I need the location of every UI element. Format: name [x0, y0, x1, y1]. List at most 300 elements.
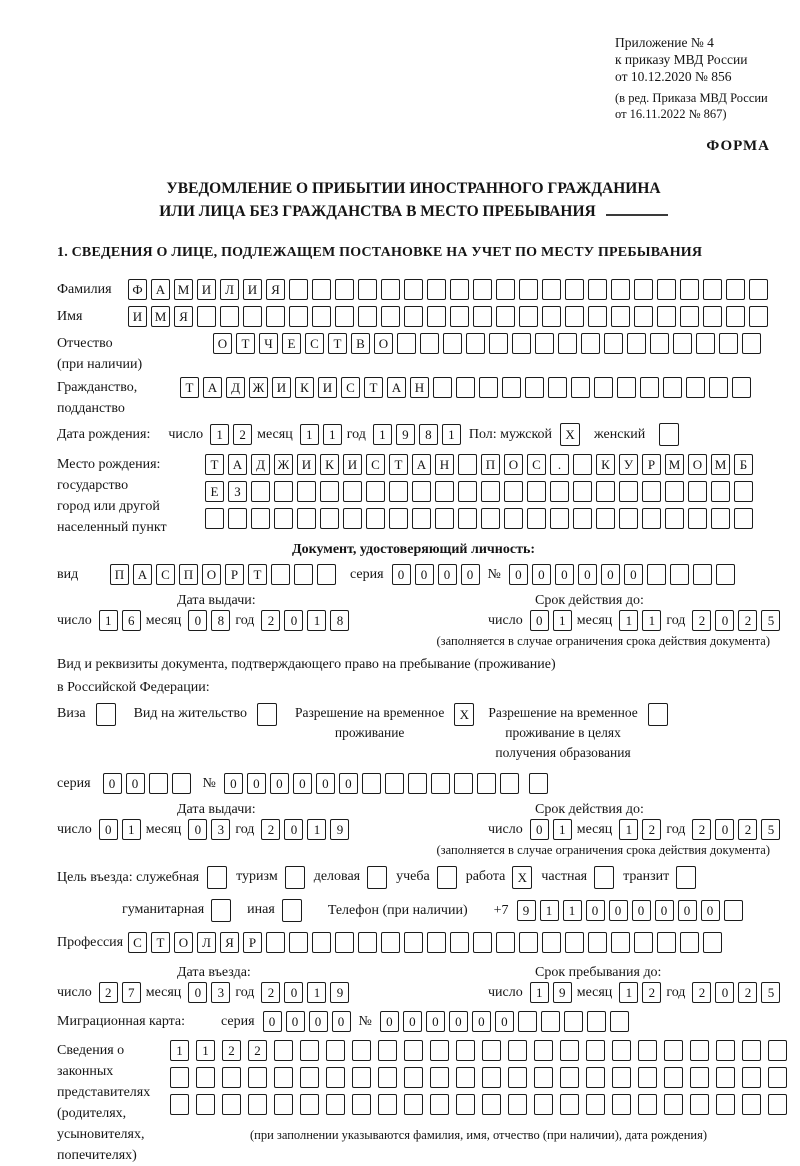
char-cell[interactable] — [251, 481, 270, 502]
char-cell[interactable]: 0 — [103, 773, 122, 794]
char-cell[interactable] — [300, 1094, 319, 1115]
char-cell[interactable] — [408, 773, 427, 794]
char-cell[interactable] — [420, 333, 439, 354]
char-cell[interactable]: 9 — [396, 424, 415, 445]
char-cell[interactable] — [619, 481, 638, 502]
char-cell[interactable]: 0 — [461, 564, 480, 585]
char-cell[interactable] — [565, 279, 584, 300]
char-cell[interactable] — [529, 773, 548, 794]
char-cell[interactable] — [228, 508, 247, 529]
char-cell[interactable] — [456, 377, 475, 398]
char-cell[interactable] — [489, 333, 508, 354]
char-cell[interactable] — [611, 279, 630, 300]
char-cell[interactable]: 1 — [307, 819, 326, 840]
char-cell[interactable] — [450, 306, 469, 327]
char-cell[interactable]: О — [202, 564, 221, 585]
char-cell[interactable]: 2 — [642, 819, 661, 840]
char-cell[interactable] — [458, 454, 477, 475]
char-cell[interactable]: 2 — [738, 819, 757, 840]
char-cell[interactable] — [381, 306, 400, 327]
char-cell[interactable]: 2 — [248, 1040, 267, 1061]
char-cell[interactable] — [573, 508, 592, 529]
char-cell[interactable]: 9 — [330, 819, 349, 840]
char-cell[interactable] — [294, 564, 313, 585]
char-cell[interactable] — [430, 1094, 449, 1115]
char-cell[interactable]: 1 — [619, 610, 638, 631]
char-cell[interactable] — [560, 1040, 579, 1061]
char-cell[interactable]: Р — [225, 564, 244, 585]
char-cell[interactable] — [352, 1067, 371, 1088]
char-cell[interactable]: П — [110, 564, 129, 585]
char-cell[interactable] — [573, 481, 592, 502]
char-cell[interactable] — [243, 306, 262, 327]
char-cell[interactable]: 0 — [530, 819, 549, 840]
char-cell[interactable] — [573, 454, 592, 475]
char-cell[interactable] — [197, 306, 216, 327]
char-cell[interactable] — [596, 508, 615, 529]
char-cell[interactable] — [586, 1067, 605, 1088]
char-cell[interactable] — [742, 1040, 761, 1061]
char-cell[interactable] — [366, 481, 385, 502]
char-cell[interactable]: 2 — [261, 819, 280, 840]
char-cell[interactable]: Т — [364, 377, 383, 398]
char-cell[interactable] — [320, 481, 339, 502]
char-cell[interactable] — [343, 508, 362, 529]
char-cell[interactable] — [482, 1067, 501, 1088]
char-cell[interactable]: 0 — [309, 1011, 328, 1032]
char-cell[interactable]: П — [179, 564, 198, 585]
char-cell[interactable] — [289, 306, 308, 327]
char-cell[interactable] — [404, 1067, 423, 1088]
char-cell[interactable]: 0 — [392, 564, 411, 585]
char-cell[interactable] — [703, 279, 722, 300]
char-cell[interactable] — [663, 377, 682, 398]
char-cell[interactable] — [647, 564, 666, 585]
char-cell[interactable] — [560, 1094, 579, 1115]
char-cell[interactable] — [170, 1067, 189, 1088]
char-cell[interactable] — [724, 900, 743, 921]
char-cell[interactable] — [664, 1094, 683, 1115]
char-cell[interactable]: 0 — [415, 564, 434, 585]
char-cell[interactable] — [657, 279, 676, 300]
char-cell[interactable] — [742, 1094, 761, 1115]
char-cell[interactable] — [670, 564, 689, 585]
char-cell[interactable]: И — [297, 454, 316, 475]
char-cell[interactable] — [519, 932, 538, 953]
char-cell[interactable]: М — [711, 454, 730, 475]
char-cell[interactable] — [466, 333, 485, 354]
char-cell[interactable]: В — [351, 333, 370, 354]
char-cell[interactable] — [634, 306, 653, 327]
char-cell[interactable] — [734, 481, 753, 502]
char-cell[interactable]: З — [228, 481, 247, 502]
char-cell[interactable] — [596, 481, 615, 502]
char-cell[interactable] — [404, 932, 423, 953]
char-cell[interactable]: 0 — [586, 900, 605, 921]
char-cell[interactable] — [326, 1094, 345, 1115]
char-cell[interactable]: 2 — [222, 1040, 241, 1061]
char-cell[interactable] — [312, 932, 331, 953]
char-cell[interactable] — [504, 481, 523, 502]
char-cell[interactable] — [550, 508, 569, 529]
char-cell[interactable] — [450, 279, 469, 300]
char-cell[interactable]: 2 — [99, 982, 118, 1003]
char-cell[interactable]: 1 — [307, 610, 326, 631]
char-cell[interactable] — [534, 1094, 553, 1115]
char-cell[interactable]: 0 — [509, 564, 528, 585]
char-cell[interactable] — [693, 564, 712, 585]
char-cell[interactable] — [343, 481, 362, 502]
char-cell[interactable] — [504, 508, 523, 529]
char-cell[interactable]: 0 — [126, 773, 145, 794]
char-cell[interactable] — [358, 279, 377, 300]
char-cell[interactable] — [716, 564, 735, 585]
char-cell[interactable]: А — [151, 279, 170, 300]
char-cell[interactable]: Я — [220, 932, 239, 953]
char-cell[interactable] — [680, 932, 699, 953]
char-cell[interactable]: 2 — [738, 610, 757, 631]
char-cell[interactable] — [726, 279, 745, 300]
char-cell[interactable] — [500, 773, 519, 794]
char-cell[interactable] — [518, 1011, 537, 1032]
char-cell[interactable] — [634, 279, 653, 300]
char-cell[interactable] — [565, 932, 584, 953]
char-cell[interactable] — [456, 1040, 475, 1061]
char-cell[interactable]: Т — [151, 932, 170, 953]
char-cell[interactable]: 8 — [211, 610, 230, 631]
char-cell[interactable] — [367, 866, 387, 889]
char-cell[interactable] — [335, 279, 354, 300]
char-cell[interactable] — [508, 1040, 527, 1061]
char-cell[interactable]: Б — [734, 454, 753, 475]
char-cell[interactable] — [612, 1094, 631, 1115]
char-cell[interactable] — [709, 377, 728, 398]
char-cell[interactable] — [642, 481, 661, 502]
char-cell[interactable]: О — [688, 454, 707, 475]
char-cell[interactable]: 1 — [619, 819, 638, 840]
char-cell[interactable] — [665, 508, 684, 529]
char-cell[interactable]: А — [133, 564, 152, 585]
char-cell[interactable] — [665, 481, 684, 502]
char-cell[interactable]: 3 — [211, 819, 230, 840]
char-cell[interactable]: С — [366, 454, 385, 475]
char-cell[interactable]: 0 — [188, 610, 207, 631]
char-cell[interactable]: 1 — [373, 424, 392, 445]
char-cell[interactable] — [427, 279, 446, 300]
char-cell[interactable]: 0 — [472, 1011, 491, 1032]
char-cell[interactable]: Н — [435, 454, 454, 475]
char-cell[interactable]: Р — [642, 454, 661, 475]
char-cell[interactable] — [289, 932, 308, 953]
char-cell[interactable]: 9 — [330, 982, 349, 1003]
char-cell[interactable] — [742, 333, 761, 354]
char-cell[interactable]: 0 — [339, 773, 358, 794]
char-cell[interactable] — [586, 1040, 605, 1061]
char-cell[interactable]: 1 — [530, 982, 549, 1003]
char-cell[interactable]: X — [512, 866, 532, 889]
char-cell[interactable] — [527, 508, 546, 529]
char-cell[interactable]: С — [305, 333, 324, 354]
char-cell[interactable] — [450, 932, 469, 953]
char-cell[interactable] — [619, 508, 638, 529]
char-cell[interactable] — [352, 1040, 371, 1061]
char-cell[interactable] — [711, 508, 730, 529]
char-cell[interactable] — [519, 306, 538, 327]
char-cell[interactable] — [594, 866, 614, 889]
char-cell[interactable]: 0 — [532, 564, 551, 585]
char-cell[interactable] — [768, 1067, 787, 1088]
char-cell[interactable] — [358, 306, 377, 327]
char-cell[interactable]: 0 — [247, 773, 266, 794]
char-cell[interactable] — [271, 564, 290, 585]
char-cell[interactable] — [703, 306, 722, 327]
char-cell[interactable] — [297, 481, 316, 502]
char-cell[interactable] — [172, 773, 191, 794]
char-cell[interactable]: 2 — [233, 424, 252, 445]
char-cell[interactable]: 1 — [553, 610, 572, 631]
char-cell[interactable] — [300, 1067, 319, 1088]
char-cell[interactable] — [588, 279, 607, 300]
char-cell[interactable]: О — [374, 333, 393, 354]
char-cell[interactable] — [435, 481, 454, 502]
char-cell[interactable]: К — [295, 377, 314, 398]
char-cell[interactable]: У — [619, 454, 638, 475]
char-cell[interactable] — [312, 279, 331, 300]
char-cell[interactable]: А — [203, 377, 222, 398]
char-cell[interactable] — [542, 932, 561, 953]
char-cell[interactable] — [211, 899, 231, 922]
char-cell[interactable]: А — [228, 454, 247, 475]
char-cell[interactable]: 0 — [263, 1011, 282, 1032]
char-cell[interactable] — [248, 1067, 267, 1088]
char-cell[interactable] — [650, 333, 669, 354]
char-cell[interactable] — [587, 1011, 606, 1032]
char-cell[interactable]: И — [318, 377, 337, 398]
char-cell[interactable]: Р — [243, 932, 262, 953]
char-cell[interactable] — [627, 333, 646, 354]
char-cell[interactable] — [274, 1040, 293, 1061]
char-cell[interactable] — [690, 1067, 709, 1088]
char-cell[interactable]: X — [454, 703, 474, 726]
char-cell[interactable]: 1 — [122, 819, 141, 840]
char-cell[interactable] — [519, 279, 538, 300]
char-cell[interactable]: 3 — [211, 982, 230, 1003]
char-cell[interactable] — [412, 481, 431, 502]
char-cell[interactable] — [454, 773, 473, 794]
char-cell[interactable] — [560, 1067, 579, 1088]
char-cell[interactable]: О — [504, 454, 523, 475]
char-cell[interactable] — [690, 1094, 709, 1115]
char-cell[interactable] — [222, 1067, 241, 1088]
char-cell[interactable] — [473, 932, 492, 953]
char-cell[interactable] — [611, 932, 630, 953]
char-cell[interactable] — [611, 306, 630, 327]
char-cell[interactable]: 9 — [553, 982, 572, 1003]
char-cell[interactable]: 0 — [284, 610, 303, 631]
char-cell[interactable] — [634, 932, 653, 953]
char-cell[interactable] — [716, 1040, 735, 1061]
char-cell[interactable] — [719, 333, 738, 354]
char-cell[interactable] — [285, 866, 305, 889]
char-cell[interactable]: 8 — [330, 610, 349, 631]
char-cell[interactable] — [149, 773, 168, 794]
char-cell[interactable]: А — [412, 454, 431, 475]
char-cell[interactable] — [648, 703, 668, 726]
char-cell[interactable]: 1 — [300, 424, 319, 445]
char-cell[interactable]: 0 — [609, 900, 628, 921]
char-cell[interactable]: А — [387, 377, 406, 398]
char-cell[interactable]: 2 — [261, 982, 280, 1003]
char-cell[interactable] — [352, 1094, 371, 1115]
char-cell[interactable] — [433, 377, 452, 398]
char-cell[interactable] — [696, 333, 715, 354]
char-cell[interactable] — [389, 508, 408, 529]
char-cell[interactable] — [594, 377, 613, 398]
char-cell[interactable]: О — [174, 932, 193, 953]
char-cell[interactable]: 0 — [380, 1011, 399, 1032]
char-cell[interactable]: 0 — [655, 900, 674, 921]
char-cell[interactable] — [564, 1011, 583, 1032]
char-cell[interactable] — [335, 306, 354, 327]
char-cell[interactable] — [657, 932, 676, 953]
char-cell[interactable] — [512, 333, 531, 354]
char-cell[interactable]: Т — [328, 333, 347, 354]
char-cell[interactable] — [588, 306, 607, 327]
char-cell[interactable]: Ж — [274, 454, 293, 475]
char-cell[interactable] — [196, 1094, 215, 1115]
char-cell[interactable]: 1 — [553, 819, 572, 840]
char-cell[interactable] — [358, 932, 377, 953]
char-cell[interactable] — [312, 306, 331, 327]
char-cell[interactable]: 0 — [449, 1011, 468, 1032]
char-cell[interactable]: 0 — [578, 564, 597, 585]
char-cell[interactable]: 0 — [678, 900, 697, 921]
char-cell[interactable] — [205, 508, 224, 529]
char-cell[interactable]: 0 — [495, 1011, 514, 1032]
char-cell[interactable]: Н — [410, 377, 429, 398]
char-cell[interactable]: Л — [220, 279, 239, 300]
char-cell[interactable] — [297, 508, 316, 529]
char-cell[interactable] — [378, 1067, 397, 1088]
char-cell[interactable]: 1 — [170, 1040, 189, 1061]
char-cell[interactable]: 5 — [761, 819, 780, 840]
char-cell[interactable] — [366, 508, 385, 529]
char-cell[interactable] — [430, 1067, 449, 1088]
char-cell[interactable] — [508, 1067, 527, 1088]
char-cell[interactable]: 1 — [563, 900, 582, 921]
char-cell[interactable] — [768, 1040, 787, 1061]
char-cell[interactable]: Т — [389, 454, 408, 475]
char-cell[interactable]: 5 — [761, 610, 780, 631]
char-cell[interactable] — [437, 866, 457, 889]
char-cell[interactable]: 0 — [270, 773, 289, 794]
char-cell[interactable]: 2 — [261, 610, 280, 631]
char-cell[interactable] — [456, 1067, 475, 1088]
char-cell[interactable] — [610, 1011, 629, 1032]
char-cell[interactable] — [496, 279, 515, 300]
char-cell[interactable] — [749, 306, 768, 327]
char-cell[interactable]: 1 — [619, 982, 638, 1003]
char-cell[interactable] — [688, 508, 707, 529]
char-cell[interactable] — [502, 377, 521, 398]
char-cell[interactable] — [326, 1067, 345, 1088]
char-cell[interactable] — [274, 1067, 293, 1088]
char-cell[interactable]: Ф — [128, 279, 147, 300]
char-cell[interactable]: Ж — [249, 377, 268, 398]
char-cell[interactable]: 0 — [715, 819, 734, 840]
char-cell[interactable] — [673, 333, 692, 354]
char-cell[interactable] — [274, 1094, 293, 1115]
char-cell[interactable] — [496, 306, 515, 327]
char-cell[interactable]: 1 — [196, 1040, 215, 1061]
char-cell[interactable]: И — [197, 279, 216, 300]
char-cell[interactable] — [642, 508, 661, 529]
char-cell[interactable]: М — [665, 454, 684, 475]
char-cell[interactable] — [527, 481, 546, 502]
char-cell[interactable]: 0 — [438, 564, 457, 585]
char-cell[interactable] — [638, 1040, 657, 1061]
char-cell[interactable] — [456, 1094, 475, 1115]
char-cell[interactable]: 0 — [555, 564, 574, 585]
char-cell[interactable] — [749, 279, 768, 300]
char-cell[interactable]: 2 — [692, 982, 711, 1003]
char-cell[interactable]: И — [343, 454, 362, 475]
char-cell[interactable]: 0 — [530, 610, 549, 631]
char-cell[interactable]: 5 — [761, 982, 780, 1003]
char-cell[interactable] — [716, 1094, 735, 1115]
char-cell[interactable]: Я — [266, 279, 285, 300]
char-cell[interactable]: 2 — [738, 982, 757, 1003]
char-cell[interactable] — [716, 1067, 735, 1088]
char-cell[interactable] — [617, 377, 636, 398]
char-cell[interactable] — [686, 377, 705, 398]
char-cell[interactable]: Ч — [259, 333, 278, 354]
char-cell[interactable]: 1 — [307, 982, 326, 1003]
char-cell[interactable] — [680, 279, 699, 300]
char-cell[interactable] — [565, 306, 584, 327]
char-cell[interactable]: 8 — [419, 424, 438, 445]
char-cell[interactable] — [362, 773, 381, 794]
char-cell[interactable] — [479, 377, 498, 398]
char-cell[interactable] — [207, 866, 227, 889]
char-cell[interactable] — [732, 377, 751, 398]
char-cell[interactable]: 0 — [99, 819, 118, 840]
char-cell[interactable] — [612, 1040, 631, 1061]
char-cell[interactable] — [404, 1094, 423, 1115]
char-cell[interactable]: М — [174, 279, 193, 300]
char-cell[interactable] — [289, 279, 308, 300]
char-cell[interactable] — [508, 1094, 527, 1115]
char-cell[interactable]: 0 — [715, 982, 734, 1003]
char-cell[interactable]: 0 — [284, 819, 303, 840]
char-cell[interactable]: С — [156, 564, 175, 585]
char-cell[interactable]: 0 — [403, 1011, 422, 1032]
char-cell[interactable] — [734, 508, 753, 529]
char-cell[interactable] — [542, 306, 561, 327]
char-cell[interactable] — [664, 1067, 683, 1088]
char-cell[interactable]: С — [128, 932, 147, 953]
char-cell[interactable] — [385, 773, 404, 794]
char-cell[interactable] — [659, 423, 679, 446]
char-cell[interactable]: 2 — [692, 610, 711, 631]
char-cell[interactable]: 0 — [632, 900, 651, 921]
char-cell[interactable]: Т — [236, 333, 255, 354]
char-cell[interactable]: 2 — [692, 819, 711, 840]
char-cell[interactable]: Е — [205, 481, 224, 502]
char-cell[interactable] — [266, 306, 285, 327]
char-cell[interactable] — [381, 932, 400, 953]
char-cell[interactable] — [525, 377, 544, 398]
